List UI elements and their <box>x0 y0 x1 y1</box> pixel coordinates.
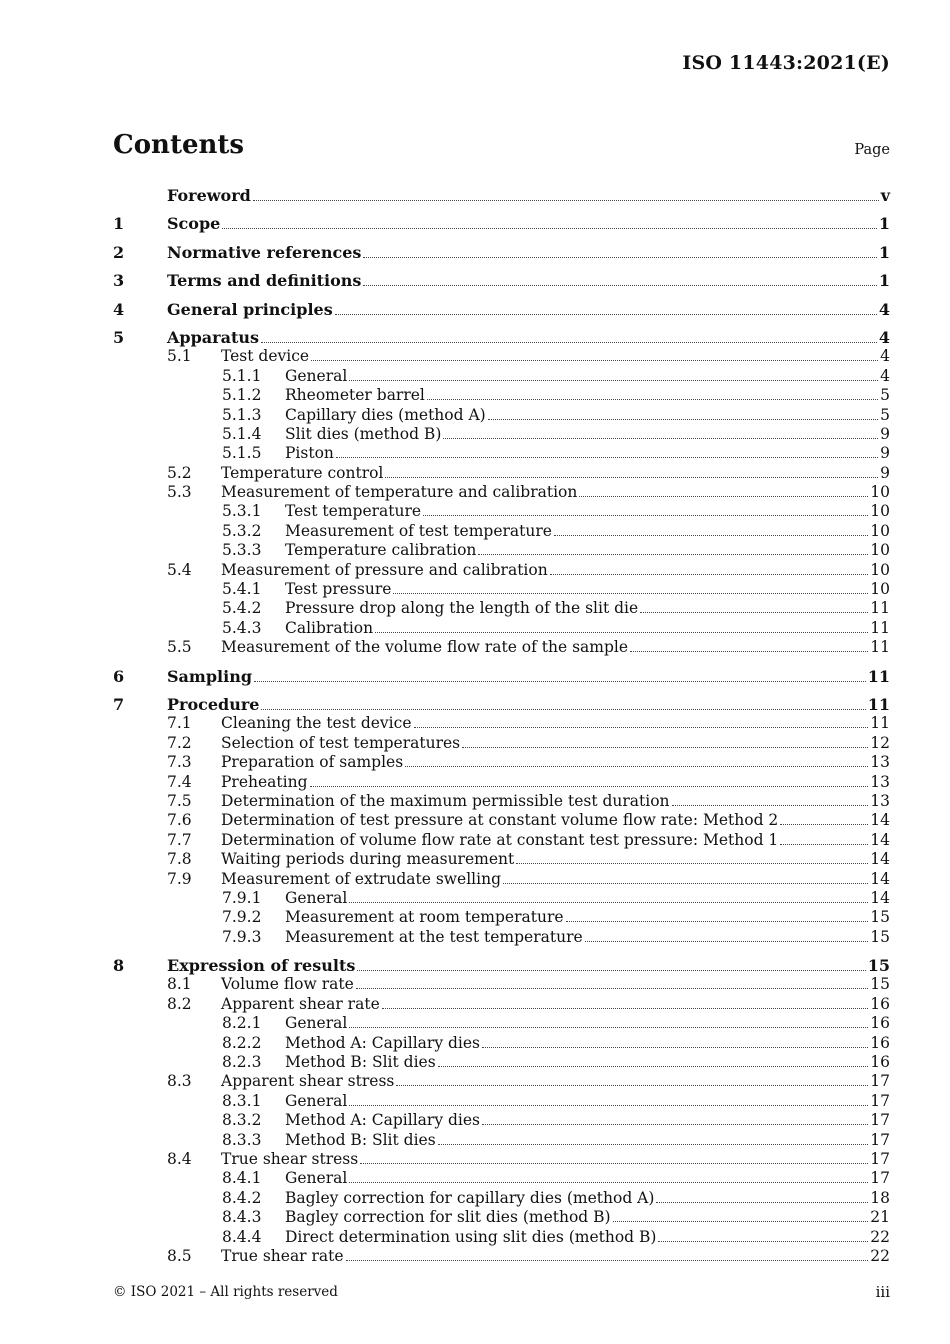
toc-entry-page: 12 <box>870 733 890 752</box>
toc-entry-page: 16 <box>870 994 890 1013</box>
toc-entry[interactable] <box>113 1131 890 1150</box>
dot-leader <box>566 921 869 922</box>
toc-entry-number: 5 <box>113 327 125 347</box>
toc-entry-title: Method B: Slit dies <box>285 1053 436 1072</box>
dot-leader <box>375 632 868 633</box>
toc-entry-title: Volume flow rate <box>221 975 354 994</box>
toc-entry[interactable] <box>113 889 890 908</box>
toc-entry-number: 8.2 <box>167 994 192 1013</box>
toc-entry-number: 5.4.3 <box>222 618 262 637</box>
toc-entry[interactable] <box>113 502 890 521</box>
dot-leader <box>488 419 878 420</box>
dot-leader <box>349 380 878 381</box>
dot-leader <box>438 1144 869 1145</box>
toc-entry-page: 17 <box>870 1149 890 1168</box>
toc-entry-number: 7.2 <box>167 733 192 752</box>
toc-entry-page: 15 <box>870 927 890 946</box>
dot-leader <box>482 1124 868 1125</box>
toc-entry-page: 4 <box>880 347 890 366</box>
toc-entry-page: 9 <box>880 463 890 482</box>
toc-entry-page: 16 <box>870 1014 890 1033</box>
toc-entry[interactable] <box>113 734 890 753</box>
toc-entry[interactable] <box>113 1034 890 1053</box>
toc-entry-page: 16 <box>870 1033 890 1052</box>
toc-entry[interactable] <box>113 1053 890 1072</box>
dot-leader <box>672 805 869 806</box>
toc-entry[interactable] <box>113 619 890 638</box>
toc-entry[interactable] <box>113 975 890 994</box>
toc-entry-number: 8.4 <box>167 1149 192 1168</box>
toc-entry[interactable] <box>113 1208 890 1227</box>
toc-entry-page: 17 <box>870 1130 890 1149</box>
toc-entry[interactable] <box>113 328 890 347</box>
toc-entry[interactable] <box>113 811 890 830</box>
dot-leader <box>349 1027 868 1028</box>
toc-entry[interactable] <box>113 367 890 386</box>
toc-entry-number: 8.2.1 <box>222 1014 262 1033</box>
toc-entry-page: 1 <box>878 242 890 262</box>
dot-leader <box>393 593 868 594</box>
dot-leader <box>382 1008 869 1009</box>
dot-leader <box>311 360 878 361</box>
toc-entry-page: 10 <box>870 521 890 540</box>
toc-entry-title: Waiting periods during measurement <box>221 850 515 869</box>
dot-leader <box>349 902 868 903</box>
toc-entry-number: 8.4.2 <box>222 1188 262 1207</box>
toc-entry-page: 16 <box>870 1053 890 1072</box>
dot-leader <box>579 496 868 497</box>
dot-leader <box>349 1182 868 1183</box>
toc-entry-title: Method B: Slit dies <box>285 1130 436 1149</box>
dot-leader <box>222 228 877 229</box>
toc-entry[interactable] <box>113 928 890 947</box>
toc-entry[interactable] <box>113 1228 890 1247</box>
toc-entry-page: 1 <box>878 271 890 291</box>
toc-entry[interactable] <box>113 831 890 850</box>
toc-entry-title: Direct determination using slit dies (method B) <box>285 1227 657 1246</box>
toc-entry[interactable] <box>113 599 890 618</box>
toc-entry-number: 4 <box>113 299 125 319</box>
dot-leader <box>254 681 866 682</box>
toc-entry-page: 17 <box>870 1072 890 1091</box>
toc-entry-title: Apparent shear stress <box>221 1072 395 1091</box>
dot-leader <box>385 477 878 478</box>
toc-entry-title: Pressure drop along the length of the slit die <box>285 599 639 618</box>
dot-leader <box>356 988 869 989</box>
toc-entry-number: 5.2 <box>167 463 192 482</box>
toc-entry[interactable] <box>113 464 890 483</box>
toc-entry-title: Calibration <box>285 618 374 637</box>
toc-entry-title: Expression of results <box>167 956 356 976</box>
toc-entry[interactable] <box>113 995 890 1014</box>
toc-entry-title: Bagley correction for capillary dies (method A) <box>285 1188 655 1207</box>
toc-entry[interactable] <box>113 1092 890 1111</box>
toc-entry-page: 4 <box>878 327 890 347</box>
dot-leader <box>427 399 878 400</box>
toc-entry-title: True shear stress <box>221 1149 359 1168</box>
toc-entry-number: 2 <box>113 242 125 262</box>
toc-entry-page: 9 <box>880 444 890 463</box>
toc-entry-page: 10 <box>870 502 890 521</box>
dot-leader <box>423 515 868 516</box>
toc-entry-number: 7.6 <box>167 811 192 830</box>
toc-entry-number: 5.1 <box>167 347 192 366</box>
dot-leader <box>396 1085 868 1086</box>
toc-entry-title: Preparation of samples <box>221 753 404 772</box>
toc-entry-number: 8.2.3 <box>222 1053 262 1072</box>
toc-entry-title: Measurement of test temperature <box>285 521 552 540</box>
toc-entry-page: 11 <box>867 694 890 714</box>
toc-entry-page: 11 <box>870 618 890 637</box>
toc-entry[interactable] <box>113 773 890 792</box>
toc-entry[interactable] <box>113 425 890 444</box>
toc-entry-page: 14 <box>870 850 890 869</box>
toc-entry-page: 21 <box>870 1208 890 1227</box>
toc-entry-number: 5.4.2 <box>222 599 262 618</box>
toc-entry[interactable] <box>113 1111 890 1130</box>
toc-entry[interactable] <box>113 956 890 975</box>
toc-entry-title: General <box>285 1169 348 1188</box>
dot-leader <box>613 1221 869 1222</box>
toc-entry[interactable] <box>113 667 890 686</box>
toc-entry-page: 17 <box>870 1111 890 1130</box>
toc-entry-title: Foreword <box>167 186 251 205</box>
dot-leader <box>253 200 879 201</box>
toc-entry-number: 5.1.2 <box>222 386 262 405</box>
toc-entry-number: 5.1.1 <box>222 366 262 385</box>
toc-entry-page: 4 <box>880 366 890 385</box>
toc-entry-title: Measurement of the volume flow rate of the sample <box>221 638 629 657</box>
dot-leader <box>482 1047 868 1048</box>
dot-leader <box>335 314 877 315</box>
dot-leader <box>780 844 868 845</box>
toc-entry[interactable] <box>113 714 890 733</box>
toc-entry-title: Apparent shear rate <box>221 994 380 1013</box>
toc-entry-title: Procedure <box>167 694 260 714</box>
toc-entry-title: General <box>285 366 348 385</box>
toc-entry-title: Test temperature <box>285 502 422 521</box>
toc-entry-number: 7.7 <box>167 830 192 849</box>
toc-entry-page: 15 <box>867 956 890 976</box>
toc-entry-number: 8.5 <box>167 1246 192 1265</box>
dot-leader <box>462 747 868 748</box>
toc-entry-page: 10 <box>870 483 890 502</box>
toc-entry-title: Scope <box>167 214 221 234</box>
toc-entry[interactable] <box>113 186 890 205</box>
toc-entry-number: 7.9 <box>167 869 192 888</box>
toc-entry-title: General <box>285 1091 348 1110</box>
toc-entry-title: Terms and definitions <box>167 271 362 291</box>
toc-entry[interactable] <box>113 580 890 599</box>
toc-entry-number: 8.2.2 <box>222 1033 262 1052</box>
toc-entry[interactable] <box>113 271 890 290</box>
dot-leader <box>656 1202 868 1203</box>
toc-entry-title: Test pressure <box>285 580 392 599</box>
toc-entry[interactable] <box>113 444 890 463</box>
toc-entry-title: Cleaning the test device <box>221 714 412 733</box>
toc-entry[interactable] <box>113 386 890 405</box>
toc-entry-number: 5.1.4 <box>222 424 262 443</box>
dot-leader <box>503 883 868 884</box>
toc-entry[interactable] <box>113 638 890 657</box>
toc-entry-number: 8.3 <box>167 1072 192 1091</box>
toc-entry-page: 14 <box>870 830 890 849</box>
toc-entry-title: Determination of the maximum permissible test duration <box>221 791 670 810</box>
toc-entry-page: 11 <box>870 714 890 733</box>
page-column-label: Page <box>854 142 890 158</box>
toc-entry-title: Rheometer barrel <box>285 386 425 405</box>
toc-entry-number: 8.1 <box>167 975 192 994</box>
dot-leader <box>363 285 876 286</box>
contents-title: Contents <box>113 130 245 160</box>
toc-entry[interactable] <box>113 483 890 502</box>
dot-leader <box>357 970 865 971</box>
toc-entry-title: Measurement of temperature and calibration <box>221 483 578 502</box>
toc-entry-number: 5.3.3 <box>222 541 262 560</box>
toc-entry-number: 7.3 <box>167 753 192 772</box>
toc-entry[interactable] <box>113 541 890 560</box>
toc-entry-number: 1 <box>113 214 125 234</box>
toc-entry-number: 5.5 <box>167 638 192 657</box>
dot-leader <box>363 257 876 258</box>
toc-entry[interactable] <box>113 347 890 366</box>
toc-entry-number: 6 <box>113 666 125 686</box>
dot-leader <box>658 1241 868 1242</box>
dot-leader <box>554 535 868 536</box>
toc-entry-title: Method A: Capillary dies <box>285 1111 481 1130</box>
toc-entry-title: Measurement at the test temperature <box>285 927 583 946</box>
toc-entry[interactable] <box>113 1150 890 1169</box>
toc-entry-title: Selection of test temperatures <box>221 733 461 752</box>
toc-entry-page: 13 <box>870 791 890 810</box>
toc-entry-page: 14 <box>870 811 890 830</box>
footer-copyright: © ISO 2021 – All rights reserved <box>113 1284 338 1300</box>
toc-entry-number: 8.3.2 <box>222 1111 262 1130</box>
toc-entry-title: Preheating <box>221 772 308 791</box>
toc-entry[interactable] <box>113 300 890 319</box>
toc-entry[interactable] <box>113 1247 890 1266</box>
toc-entry-number: 7 <box>113 694 125 714</box>
toc-entry-page: 15 <box>870 975 890 994</box>
dot-leader <box>349 1105 868 1106</box>
toc-entry[interactable] <box>113 214 890 233</box>
toc-entry-number: 7.4 <box>167 772 192 791</box>
toc-entry[interactable] <box>113 908 890 927</box>
toc-entry-number: 7.9.2 <box>222 908 262 927</box>
toc-entry-title: Piston <box>285 444 334 463</box>
dot-leader <box>443 438 878 439</box>
toc-entry-page: 13 <box>870 753 890 772</box>
toc-entry-title: Temperature calibration <box>285 541 477 560</box>
dot-leader <box>405 766 868 767</box>
toc-entry[interactable] <box>113 243 890 262</box>
toc-entry-number: 5.1.3 <box>222 405 262 424</box>
toc-entry[interactable] <box>113 792 890 811</box>
toc-entry-number: 5.4.1 <box>222 580 262 599</box>
toc-entry[interactable] <box>113 522 890 541</box>
toc-entry-page: 10 <box>870 580 890 599</box>
toc-entry[interactable] <box>113 870 890 889</box>
toc-entry-number: 8.4.1 <box>222 1169 262 1188</box>
dot-leader <box>630 651 868 652</box>
toc-entry[interactable] <box>113 406 890 425</box>
dot-leader <box>640 612 868 613</box>
toc-entry[interactable] <box>113 695 890 714</box>
toc-entry-title: Measurement at room temperature <box>285 908 564 927</box>
toc-entry-page: 4 <box>878 299 890 319</box>
toc-entry-title: Measurement of pressure and calibration <box>221 560 548 579</box>
toc-entry[interactable] <box>113 1072 890 1091</box>
toc-entry-number: 7.5 <box>167 791 192 810</box>
dot-leader <box>585 941 869 942</box>
toc-entry-title: Sampling <box>167 666 253 686</box>
toc-entry-title: Temperature control <box>221 463 384 482</box>
dot-leader <box>360 1163 868 1164</box>
toc-entry-title: Measurement of extrudate swelling <box>221 869 502 888</box>
toc-entry-page: 17 <box>870 1169 890 1188</box>
toc-entry-number: 3 <box>113 271 125 291</box>
toc-entry-number: 5.3.2 <box>222 521 262 540</box>
dot-leader <box>346 1260 869 1261</box>
dot-leader <box>336 457 878 458</box>
toc-entry-page: 1 <box>878 214 890 234</box>
toc-entry-page: 10 <box>870 541 890 560</box>
toc-entry-page: 22 <box>870 1246 890 1265</box>
dot-leader <box>550 574 869 575</box>
toc-entry-number: 7.8 <box>167 850 192 869</box>
toc-entry[interactable] <box>113 1014 890 1033</box>
toc-entry-number: 5.1.5 <box>222 444 262 463</box>
toc-entry-page: 11 <box>870 638 890 657</box>
dot-leader <box>414 727 869 728</box>
dot-leader <box>261 342 877 343</box>
toc-entry-title: General principles <box>167 299 333 319</box>
toc-entry-page: 11 <box>870 599 890 618</box>
toc-entry[interactable] <box>113 850 890 869</box>
toc-entry-number: 5.3 <box>167 483 192 502</box>
toc-entry-number: 7.1 <box>167 714 192 733</box>
toc-entry[interactable] <box>113 561 890 580</box>
toc-entry-page: 13 <box>870 772 890 791</box>
toc-entry-title: Determination of test pressure at constant volume flow rate: Method 2 <box>221 811 779 830</box>
document-code: ISO 11443:2021(E) <box>682 52 890 74</box>
toc-entry-title: Test device <box>221 347 310 366</box>
toc-entry[interactable] <box>113 1169 890 1188</box>
dot-leader <box>310 786 869 787</box>
toc-entry-title: General <box>285 1014 348 1033</box>
toc-entry-page: 10 <box>870 560 890 579</box>
dot-leader <box>478 554 868 555</box>
toc-entry-page: 15 <box>870 908 890 927</box>
toc-entry-page: v <box>880 186 890 205</box>
toc-entry-number: 7.9.3 <box>222 927 262 946</box>
toc-entry-title: Normative references <box>167 242 362 262</box>
dot-leader <box>516 863 868 864</box>
toc-entry-number: 5.3.1 <box>222 502 262 521</box>
toc-entry-page: 14 <box>870 888 890 907</box>
toc-entry-number: 8.4.4 <box>222 1227 262 1246</box>
toc-entry[interactable] <box>113 753 890 772</box>
toc-entry-page: 18 <box>870 1188 890 1207</box>
toc-entry-number: 8 <box>113 956 125 976</box>
toc-entry-number: 8.3.1 <box>222 1091 262 1110</box>
toc-entry-title: Slit dies (method B) <box>285 424 442 443</box>
table-of-contents <box>113 186 890 1266</box>
toc-entry-title: Capillary dies (method A) <box>285 405 486 424</box>
footer-page-number: iii <box>875 1283 890 1301</box>
toc-entry-page: 22 <box>870 1227 890 1246</box>
dot-leader <box>261 709 865 710</box>
toc-entry-title: Apparatus <box>167 327 259 347</box>
dot-leader <box>780 824 868 825</box>
toc-entry-page: 11 <box>867 666 890 686</box>
toc-entry-title: Bagley correction for slit dies (method B) <box>285 1208 611 1227</box>
toc-entry-page: 17 <box>870 1091 890 1110</box>
toc-entry-page: 5 <box>880 405 890 424</box>
toc-entry-title: General <box>285 888 348 907</box>
toc-entry[interactable] <box>113 1189 890 1208</box>
toc-entry-title: Method A: Capillary dies <box>285 1033 481 1052</box>
toc-entry-number: 7.9.1 <box>222 888 262 907</box>
toc-entry-number: 8.4.3 <box>222 1208 262 1227</box>
toc-entry-number: 5.4 <box>167 560 192 579</box>
toc-entry-title: True shear rate <box>221 1246 344 1265</box>
toc-entry-page: 14 <box>870 869 890 888</box>
toc-entry-page: 5 <box>880 386 890 405</box>
toc-entry-title: Determination of volume flow rate at constant test pressure: Method 1 <box>221 830 779 849</box>
toc-entry-number: 8.3.3 <box>222 1130 262 1149</box>
dot-leader <box>438 1066 869 1067</box>
toc-entry-page: 9 <box>880 424 890 443</box>
